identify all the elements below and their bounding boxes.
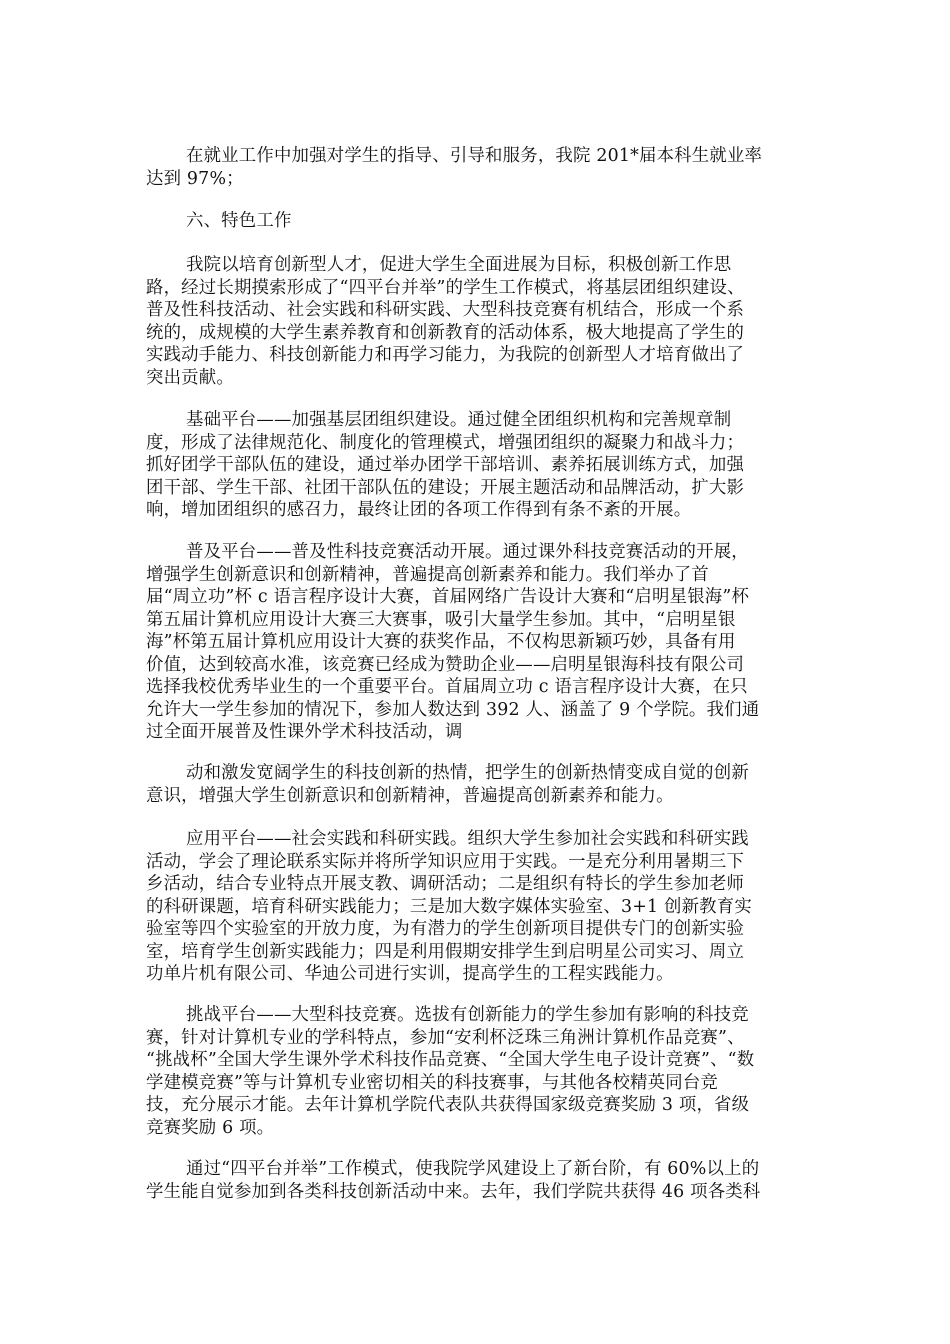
paragraph-summary [146,1158,806,1203]
text-line: 竞赛奖励 6 项。 [146,1117,275,1138]
paragraph-application-platform [146,828,806,986]
text-line: 抓好团学干部队伍的建设，通过举办团学干部培训、素养拓展训练方式，加强 [146,455,745,475]
text-line: 在就业工作中加强对学生的指导、引导和服务，我院 201*届本科生就业率 [186,146,763,166]
text-line: 我院以培育创新型人才，促进大学生全面进展为目标，积极创新工作思 [186,255,732,275]
text-line: 路，经过长期摸索形成了“四平台并举”的学生工作模式，将基层团组织建设、 [146,277,745,298]
text-line: 过全面开展普及性课外学术科技活动，调 [146,722,463,742]
paragraph-popular-continued [146,762,806,807]
text-line: 学生能自觉参加到各类科技创新活动中来。去年，我们学院共获得 46 项各类科 [146,1181,761,1202]
paragraph-overview [146,254,806,389]
text-line: 价值，达到较高水准，该竞赛已经成为赞助企业——启明星银海科技有限公司 [146,654,745,675]
text-line: 普及性科技活动、社会实践和科研实践、大型科技竞赛有机结合，形成一个系 [146,300,745,320]
text-line: 乡活动，结合专业特点开展支教、调研活动；二是组织有特长的学生参加老师 [146,874,745,894]
text-line: 度，形成了法律规范化、制度化的管理模式，增强团组织的凝聚力和战斗力； [146,432,745,453]
text-line: 实践动手能力、科技创新能力和再学习能力，为我院的创新型人才培育做出了 [146,345,745,365]
text-line: 响，增加团组织的感召力，最终让团的各项工作得到有条不紊的开展。 [146,500,692,520]
text-line: 挑战平台——大型科技竞赛。选拔有创新能力的学生参加有影响的科技竞 [186,1005,749,1025]
text-line: 六、特色工作 [186,211,292,231]
text-line: 意识，增强大学生创新意识和创新精神，普遍提高创新素养和能力。 [146,785,674,806]
text-line: 增强学生创新意识和创新精神，普遍提高创新素养和能力。我们举办了首 [146,564,709,585]
section-heading-special-work [146,210,806,233]
paragraph-challenge-platform [146,1004,806,1139]
text-line: 基础平台——加强基层团组织建设。通过健全团组织机构和完善规章制 [186,410,732,430]
text-line: 动和激发宽阔学生的科技创新的热情，把学生的创新热情变成自觉的创新 [186,763,749,783]
text-line: 的科研课题，培育科研实践能力；三是加大数字媒体实验室、3+1 创新教育实 [146,896,752,917]
text-line: 应用平台——社会实践和科研实践。组织大学生参加社会实践和科研实践 [186,829,749,849]
text-line: 活动，学会了理论联系实际并将所学知识应用于实践。一是充分利用暑期三下 [146,851,745,872]
text-line: 验室等四个实验室的开放力度，为有潜力的学生创新项目提供专门的创新实验 [146,919,745,939]
text-line: 突出贡献。 [146,367,234,388]
text-line: 第五届计算机应用设计大赛三大赛事，吸引大量学生参加。其中，“启明星银 [146,609,736,630]
text-line: 达到 97%； [146,168,244,189]
paragraph-employment [146,145,806,190]
text-line: 功单片机有限公司、华迪公司进行实训，提高学生的工程实践能力。 [146,964,674,984]
text-line: 赛，针对计算机专业的学科特点，参加“安利杯泛珠三角洲计算机作品竞赛”、 [146,1027,745,1048]
text-line: 通过“四平台并举”工作模式，使我院学风建设上了新台阶，有 60%以上的 [186,1159,760,1179]
text-line: 团干部、学生干部、社团干部队伍的建设；开展主题活动和品牌活动，扩大影 [146,477,745,498]
text-line: 学建模竞赛”等与计算机专业密切相关的科技赛事，与其他各校精英同台竞 [146,1072,718,1093]
text-line: 海”杯第五届计算机应用设计大赛的获奖作品，不仅构思新颖巧妙，具备有用 [146,632,736,652]
text-line: 室，培育学生创新实践能力；四是利用假期安排学生到启明星公司实习、周立 [146,941,745,962]
text-line: “挑战杯”全国大学生课外学术科技作品竞赛、“全国大学生电子设计竞赛”、“数 [146,1050,755,1070]
paragraph-foundation-platform [146,409,806,522]
paragraph-popular-platform [146,541,806,744]
text-line: 技，充分展示才能。去年计算机学院代表队共获得国家级竞赛奖励 3 项，省级 [146,1095,750,1115]
text-line: 统的，成规模的大学生素养教育和创新教育的活动体系，极大地提高了学生的 [146,322,745,343]
text-line: 选择我校优秀毕业生的一个重要平台。首届周立功 c 语言程序设计大赛，在只 [146,677,748,697]
text-line: 普及平台——普及性科技竞赛活动开展。通过课外科技竞赛活动的开展， [186,542,749,562]
text-line: 允许大一学生参加的情况下，参加人数达到 392 人、涵盖了 9 个学院。我们通 [146,699,760,720]
text-line: 届“周立功”杯 c 语言程序设计大赛，首届网络广告设计大赛和“启明星银海”杯 [146,587,750,607]
